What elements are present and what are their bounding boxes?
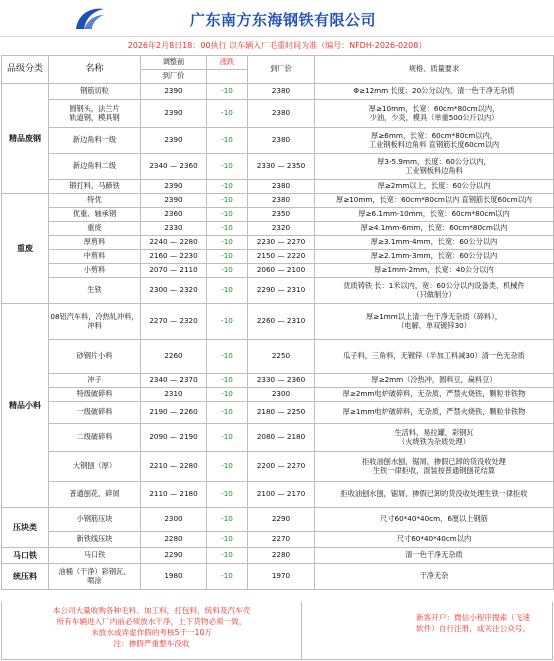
table-row [2,508,554,532]
row-change: -10 [207,374,248,388]
row-old-price: 2110 — 2180 [141,482,207,508]
row-name: 重废 [49,222,141,236]
row-change: -10 [207,100,248,128]
row-spec: 厚≥2mm以上，长度：60公分以内 [315,180,554,194]
table-row [2,154,554,180]
row-spec: 生活料，易拉罐，彩钢瓦 （火烧铁为杂质处理） [315,424,554,452]
row-old-price: 2310 [141,388,207,402]
row-spec: 厚≥1mm以上清一色干净无杂质（碎料）， （电解、单双镀锌30） [315,304,554,340]
notice-line: 2026年2月8日18：00执行 以车辆入厂毛重时间为准（编号：NFDH-2026-0208） [127,41,427,50]
row-new-price: 2150 — 2220 [248,250,315,264]
company-name: 广东南方东海钢铁有限公司 [190,11,377,29]
row-change: -10 [207,402,248,424]
row-name: 小钢筋压块 [49,508,141,532]
row-new-price: 2380 [248,180,315,194]
row-old-price: 2270 — 2320 [141,304,207,340]
table-row [2,128,554,154]
col-change-top: 涨跌 [207,56,248,70]
row-name: 一级破碎料 [49,402,141,424]
row-name: 特优 [49,194,141,208]
row-old-price: 2260 [141,340,207,374]
row-old-price: 2240 — 2280 [141,236,207,250]
row-change: -10 [207,128,248,154]
row-change: -10 [207,482,248,508]
row-change: -10 [207,564,248,590]
row-name: 冲子 [49,374,141,388]
row-name: 新边角料一级 [49,128,141,154]
row-new-price: 2380 [248,128,315,154]
row-change: -10 [207,548,248,564]
row-spec: 厚≥10mm，长宽：60cm*80cm以内， 少油，少炎，模具（单重500公斤以内） [315,100,554,128]
row-spec: 厚≥1mm电炉破碎料，无杂质，严禁火烧铁，颗粒非铁物 [315,402,554,424]
row-new-price: 2270 [248,532,315,548]
category-galv: 统压料 [2,564,49,590]
row-new-price: 2260 — 2310 [248,304,315,340]
row-spec: 厚≥3.1mm-4mm，长宽：60公分以内 [315,236,554,250]
row-old-price: 2330 [141,222,207,236]
row-change: -10 [207,532,248,548]
row-new-price: 2350 [248,208,315,222]
table-row [2,278,554,304]
table-row [2,208,554,222]
table-row [2,84,554,100]
table-row [2,340,554,374]
row-new-price: 1970 [248,564,315,590]
table-row [2,250,554,264]
row-name: 马口铁 [49,548,141,564]
row-spec: 尺寸60*40*40cm，6厘以上钢筋 [315,508,554,532]
row-change: -10 [207,222,248,236]
table-row [2,194,554,208]
row-new-price: 2380 [248,100,315,128]
row-change: -10 [207,278,248,304]
table-row [2,482,554,508]
row-name: 厚剪料 [49,236,141,250]
row-old-price: 2290 [141,548,207,564]
row-name: 中剪料 [49,250,141,264]
row-change: -10 [207,304,248,340]
row-new-price: 2060 — 2100 [248,264,315,278]
row-old-price: 2390 [141,128,207,154]
category-bales: 压块类 [2,508,49,548]
row-change: -10 [207,424,248,452]
row-name: 钢筋切粒 [49,84,141,100]
table-row [2,222,554,236]
category-premium-scrap: 精品废钢 [2,84,49,194]
row-new-price: 2080 — 2180 [248,424,315,452]
row-name: 特级破碎料 [49,388,141,402]
row-name: 油桶（干净）彩钢瓦、 喷涂 [49,564,141,590]
row-change: -10 [207,250,248,264]
signup-text: 新客开户：微信小程序搜索（飞速 软件）自行注册，或关注公众号。 [416,613,530,633]
row-new-price: 2290 — 2310 [248,278,315,304]
row-name: 砂钢片小料 [49,340,141,374]
row-old-price: 2070 — 2110 [141,264,207,278]
row-old-price: 2300 — 2320 [141,278,207,304]
footer-signup [302,602,553,660]
row-spec: 厚≥2mm电炉破碎料，无杂质，严禁火烧铁，颗粒非铁物 [315,388,554,402]
row-new-price: 2320 [248,222,315,236]
header-row-1 [2,56,554,70]
row-new-price: 2200 — 2270 [248,452,315,482]
col-category: 品级分类 [2,56,49,84]
row-spec: 厚≥10mm，长宽：60cm*80cm以内 直钢筋长度60cm以内 [315,194,554,208]
row-name: 新边角料二级 [49,154,141,180]
row-old-price: 2300 [141,508,207,532]
row-new-price: 2380 [248,84,315,100]
row-old-price: 2160 — 2230 [141,250,207,264]
page-header [0,0,554,37]
row-change: -10 [207,194,248,208]
row-spec: 厚≥2.1mm-3mm，长宽：60公分以内 [315,250,554,264]
col-adjusted-bottom: 到厂价 [141,70,207,84]
table-row [2,388,554,402]
row-change: -10 [207,388,248,402]
table-row [2,564,554,590]
row-name: 新铁线压块 [49,532,141,548]
row-new-price: 2100 — 2170 [248,482,315,508]
table-row [2,452,554,482]
row-old-price: 2280 [141,532,207,548]
col-spec: 规格、质量要求 [315,56,554,84]
col-change-bottom [207,70,248,84]
row-change: -10 [207,180,248,194]
table-row [2,532,554,548]
col-new-price: 到厂价 [248,56,315,84]
row-spec: 厚≥4.1mm-6mm，长宽：60cm*80cm以内 [315,222,554,236]
row-change: -10 [207,264,248,278]
row-new-price: 2330 — 2350 [248,154,315,180]
col-name: 名称 [49,56,141,84]
row-change: -10 [207,208,248,222]
row-old-price: 2390 [141,180,207,194]
row-spec: 拒收油刨水刨，锯屑，掺假已卸的货没收处理 生铁一律拒收，混装按普通钢刨花结算 [315,452,554,482]
row-new-price: 2290 [248,508,315,532]
row-change: -10 [207,452,248,482]
row-old-price: 2090 — 2190 [141,424,207,452]
row-old-price: 2390 [141,194,207,208]
row-old-price: 2340 — 2360 [141,154,207,180]
row-name: 优重、轴承钢 [49,208,141,222]
row-old-price: 2360 [141,208,207,222]
table-row [2,304,554,340]
table-row [2,374,554,388]
row-change: -10 [207,154,248,180]
table-row [2,424,554,452]
row-new-price: 2180 — 2250 [248,402,315,424]
row-old-price: 2390 [141,84,207,100]
row-name: 圆钢头，法兰片 轨道钢，模具钢 [49,100,141,128]
table-row [2,264,554,278]
row-change: -10 [207,84,248,100]
category-tinplate: 马口铁 [2,548,49,564]
row-name: 锻打料，马蹄铁 [49,180,141,194]
row-spec: 尺寸60*40*40cm以内 [315,532,554,548]
row-old-price: 2190 — 2260 [141,402,207,424]
row-new-price: 2330 — 2360 [248,374,315,388]
row-name: 生铁 [49,278,141,304]
row-spec: 优质铸铁 长：1米以内，宽：60公分以内设备类、机械件 （只做制分） [315,278,554,304]
row-new-price: 2280 [248,548,315,564]
row-spec: 瓜子料，三角料，无镀锌（半加工料减30）清一色无杂质 [315,340,554,374]
category-premium-small: 精品小料 [2,304,49,508]
price-table [1,55,554,590]
category-heavy-scrap: 重废 [2,194,49,304]
row-spec: 厚≥1mm-2mm，长宽：40公分以内 [315,264,554,278]
table-body [2,56,554,590]
row-spec: 厚≥6mm，长宽：60cm*80cm以内， 工业钢板料边角料 直钢筋长度60cm以内 [315,128,554,154]
row-spec: 清一色干净无杂质 [315,548,554,564]
row-name: 08铝汽车料，冷热轧冲料，冲料 [49,304,141,340]
row-spec: 干净无杂 [315,564,554,590]
col-adjusted-top: 调整前 [141,56,207,70]
row-name: 大钢刨（厚） [49,452,141,482]
row-old-price: 2390 [141,100,207,128]
row-old-price: 1980 [141,564,207,590]
row-new-price: 2380 [248,194,315,208]
table-row [2,402,554,424]
row-name: 二级破碎料 [49,424,141,452]
table-row [2,180,554,194]
table-row [2,236,554,250]
row-old-price: 2210 — 2280 [141,452,207,482]
row-new-price: 2250 [248,340,315,374]
row-change: -10 [207,236,248,250]
row-new-price: 2300 [248,388,315,402]
row-new-price: 2230 — 2270 [248,236,315,250]
row-spec: 拒收油刨水刨，锯屑，掺假已卸的货没收处理生铁一律拒收 [315,482,554,508]
footer-notice: 本公司大量收购各种毛料、加工料，打包料，统料及汽车壳 所有车辆进入厂内前必须放水干净，上下货物必须一致， 未放水或弄虚作假的考核5千一10万 注：掺假严重整车没收 [1,602,302,660]
row-spec: Φ≥12mm 长度：20公分以内，清一色干净无杂质 [315,84,554,100]
row-spec: 厚3-5.9mm，长度：60公分以内， 工业钢板料边角料 [315,154,554,180]
row-name: 普通刨花，碎屑 [49,482,141,508]
row-change: -10 [207,340,248,374]
row-name: 小剪料 [49,264,141,278]
table-row [2,548,554,564]
table-row [2,100,554,128]
row-spec: 厚≥6.1mm-10mm，长宽：60cm*80cm以内 [315,208,554,222]
row-old-price: 2340 — 2370 [141,374,207,388]
company-logo [70,3,108,33]
row-spec: 厚≥2mm（冷热冲，圆料豆，扁料豆） [315,374,554,388]
row-change: -10 [207,508,248,532]
